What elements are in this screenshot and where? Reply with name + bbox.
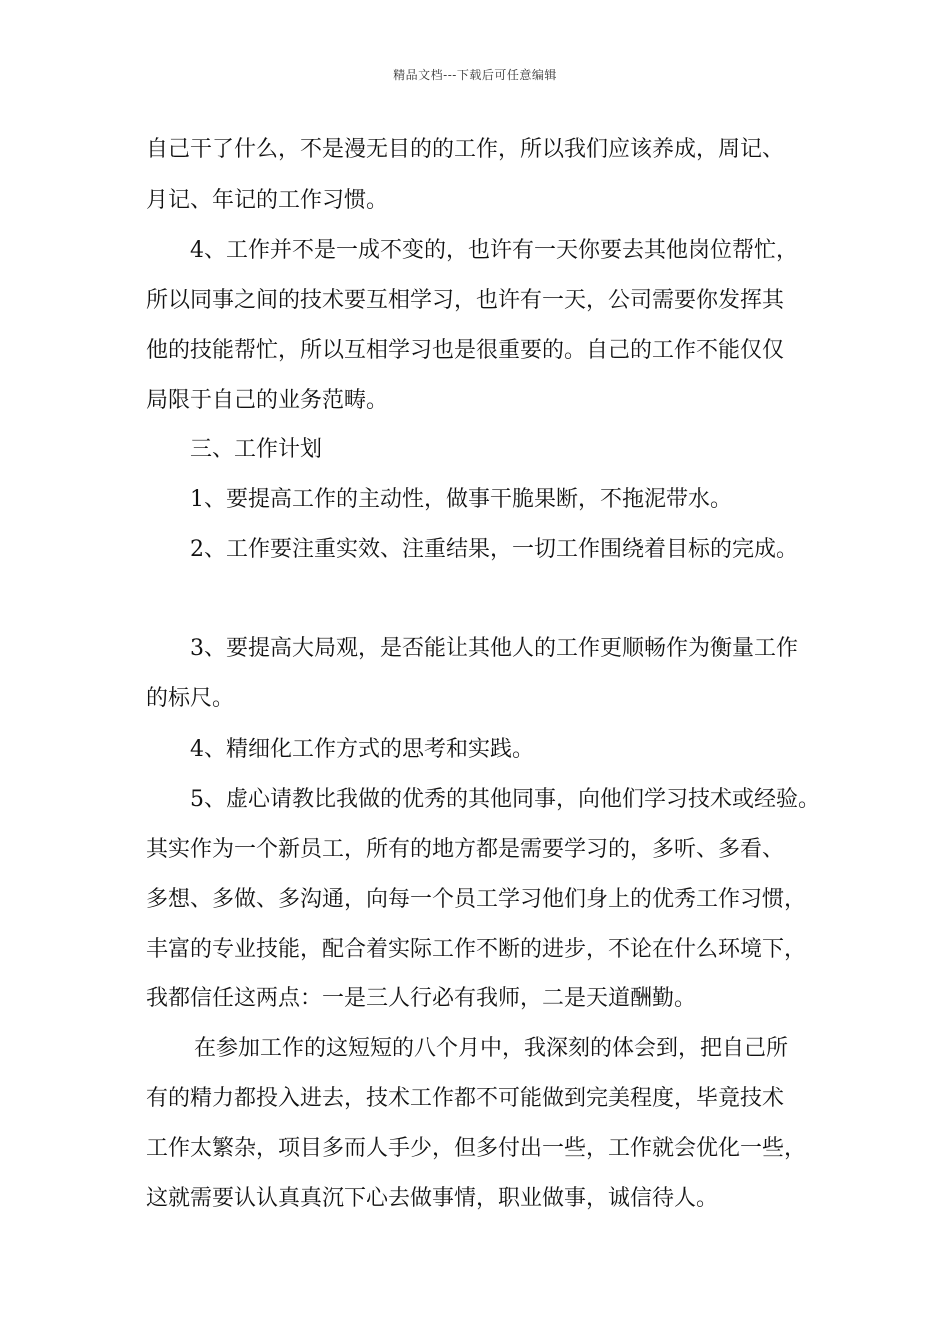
text-line: 多想、多做、多沟通，向每一个员工学习他们身上的优秀工作习惯， — [146, 887, 807, 912]
text-line: 的标尺。 — [146, 686, 235, 711]
text-line: 2、工作要注重实效、注重结果，一切工作围绕着目标的完成。 — [190, 537, 798, 562]
text-line: 其实作为一个新员工，所有的地方都是需要学习的，多听、多看、 — [146, 837, 785, 862]
text-line: 4、精细化工作方式的思考和实践。 — [190, 737, 534, 762]
text-line: 4、工作并不是一成不变的，也许有一天你要去其他岗位帮忙， — [190, 238, 798, 263]
page-header: 精品文档---下载后可任意编辑 — [393, 68, 557, 82]
text-line: 自己干了什么，不是漫无目的的工作，所以我们应该养成，周记、 — [146, 137, 785, 162]
text-line: 这就需要认认真真沉下心去做事情，职业做事，诚信待人。 — [146, 1186, 719, 1211]
text-line: 1、要提高工作的主动性，做事干脆果断，不拖泥带水。 — [190, 487, 732, 512]
text-line: 3、要提高大局观，是否能让其他人的工作更顺畅作为衡量工作 — [190, 636, 798, 661]
text-line: 5、虚心请教比我做的优秀的其他同事，向他们学习技术或经验。 — [190, 787, 820, 812]
text-line: 我都信任这两点：一是三人行必有我师，二是天道酬勤。 — [146, 986, 697, 1011]
text-line: 他的技能帮忙，所以互相学习也是很重要的。自己的工作不能仅仅 — [146, 338, 785, 363]
text-line: 在参加工作的这短短的八个月中，我深刻的体会到，把自己所 — [194, 1036, 789, 1061]
text-line: 局限于自己的业务范畴。 — [146, 388, 389, 413]
text-line: 所以同事之间的技术要互相学习，也许有一天，公司需要你发挥其 — [146, 288, 785, 313]
text-line: 丰富的专业技能，配合着实际工作不断的进步，不论在什么环境下， — [146, 937, 807, 962]
section-heading: 三、工作计划 — [190, 437, 323, 462]
text-line: 月记、年记的工作习惯。 — [146, 188, 389, 213]
text-line: 有的精力都投入进去，技术工作都不可能做到完美程度，毕竟技术 — [146, 1086, 785, 1111]
text-line: 工作太繁杂，项目多而人手少，但多付出一些，工作就会优化一些， — [146, 1136, 807, 1161]
